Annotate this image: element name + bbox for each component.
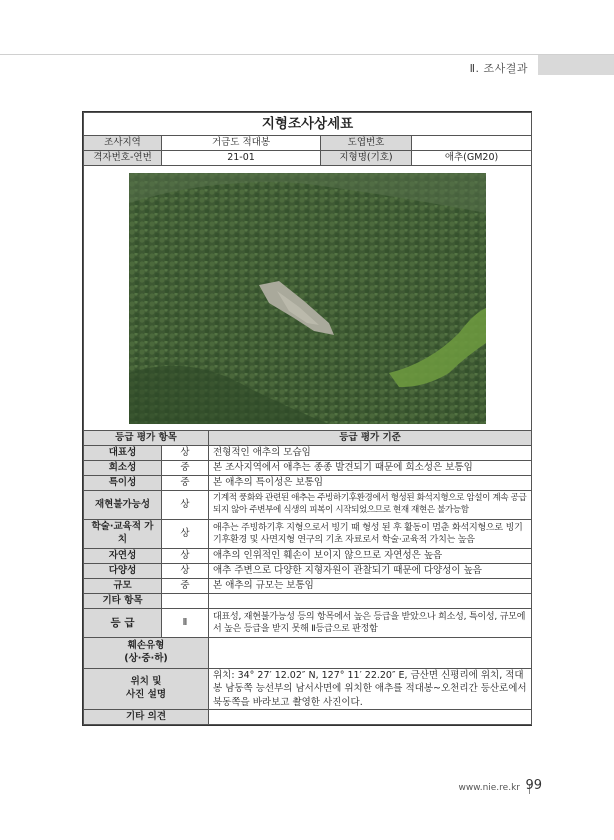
row-item: 규모 (84, 579, 162, 594)
chapter-title: Ⅱ. 조사결과 (469, 62, 528, 75)
row-item: 대표성 (84, 446, 162, 461)
row-desc (209, 594, 532, 609)
row-desc: 본 애추의 규모는 보통임 (209, 579, 532, 594)
eval-item-header: 등급 평가 항목 (84, 431, 209, 446)
row-grade: 상 (162, 549, 209, 564)
row-item: 특이성 (84, 476, 162, 491)
row-item: 학술·교육적 가치 (84, 520, 162, 549)
grid-value: 21-01 (162, 151, 321, 166)
damage-type-label (84, 638, 209, 669)
final-grade-value: Ⅱ (162, 609, 209, 638)
landform-label: 지형명(기호) (321, 151, 412, 166)
grid-label: 격자번호-연번 (84, 151, 162, 166)
row-item: 자연성 (84, 549, 162, 564)
landform-value: 애추(GM20) (412, 151, 532, 166)
row-desc: 애추의 인위적인 훼손이 보이지 않으므로 자연성은 높음 (209, 549, 532, 564)
other-opinion-label: 기타 의견 (84, 710, 209, 725)
final-grade-item: 등 급 (84, 609, 162, 638)
row-grade: 상 (162, 446, 209, 461)
final-grade-desc: 대표성, 재현불가능성 등의 항목에서 높은 등급을 받았으나 희소성, 특이성, 규모에서 높은 등급을 받지 못해 Ⅱ등급으로 판정함 (209, 609, 532, 638)
damage-type-line2: (상·중·하) (124, 653, 168, 664)
row-grade: 상 (162, 520, 209, 549)
damage-type-value (209, 638, 532, 669)
row-item: 희소성 (84, 461, 162, 476)
row-grade: 중 (162, 461, 209, 476)
sheet-title: 지형조사상세표 (84, 113, 532, 136)
location-desc: 위치: 34° 27′ 12.02″ N, 127° 11′ 22.20″ E, 금산면 신평리에 위치, 적대봉 남동쪽 능선부의 남서사면에 위치한 애추를 적대봉~오천리간 등산로에서 북동쪽을 바라보고 촬영한 사진이다. (209, 669, 532, 710)
header-tab (538, 55, 614, 75)
location-line1: 위치 및 (130, 676, 162, 688)
header-rule (0, 54, 614, 55)
survey-area-value: 거금도 적대봉 (162, 136, 321, 151)
row-desc: 전형적인 애추의 모습임 (209, 446, 532, 461)
row-grade: 중 (162, 579, 209, 594)
page-number: 99 (525, 778, 542, 793)
row-item: 다양성 (84, 564, 162, 579)
damage-type-line1: 훼손유형 (127, 640, 165, 652)
row-desc: 기계적 풍화와 관련된 애추는 주빙하기후환경에서 형성된 화석지형으로 암설이 계속 공급되지 않아 주변부에 식생의 피복이 시작되었으므로 현재 재현은 불가능함 (209, 491, 532, 520)
location-line2: 사진 설명 (125, 689, 166, 700)
photo-cell (84, 166, 532, 431)
row-desc: 본 조사지역에서 애추는 종종 발견되기 때문에 희소성은 보통임 (209, 461, 532, 476)
map-no-value (412, 136, 532, 151)
talus-photo (129, 173, 486, 424)
survey-sheet (82, 111, 532, 726)
row-grade (162, 594, 209, 609)
row-desc: 애추는 주빙하기후 지형으로서 빙기 때 형성 된 후 활동이 멈춘 화석지형으로 빙기 기후환경 및 사면지형 연구의 기초 자료로서 학술·교육적 가치는 높음 (209, 520, 532, 549)
row-grade: 상 (162, 491, 209, 520)
eval-criteria-header: 등급 평가 기준 (209, 431, 532, 446)
map-no-label: 도엽번호 (321, 136, 412, 151)
row-desc: 본 애추의 특이성은 보통임 (209, 476, 532, 491)
row-desc: 애추 주변으로 다양한 지형자원이 관찰되기 때문에 다양성이 높음 (209, 564, 532, 579)
row-grade: 상 (162, 564, 209, 579)
row-item: 기타 항목 (84, 594, 162, 609)
location-label (84, 669, 209, 710)
row-item: 재현불가능성 (84, 491, 162, 520)
footer-url: www.nie.re.kr (458, 783, 520, 793)
survey-area-label: 조사지역 (84, 136, 162, 151)
row-grade: 중 (162, 476, 209, 491)
other-opinion-value (209, 710, 532, 725)
